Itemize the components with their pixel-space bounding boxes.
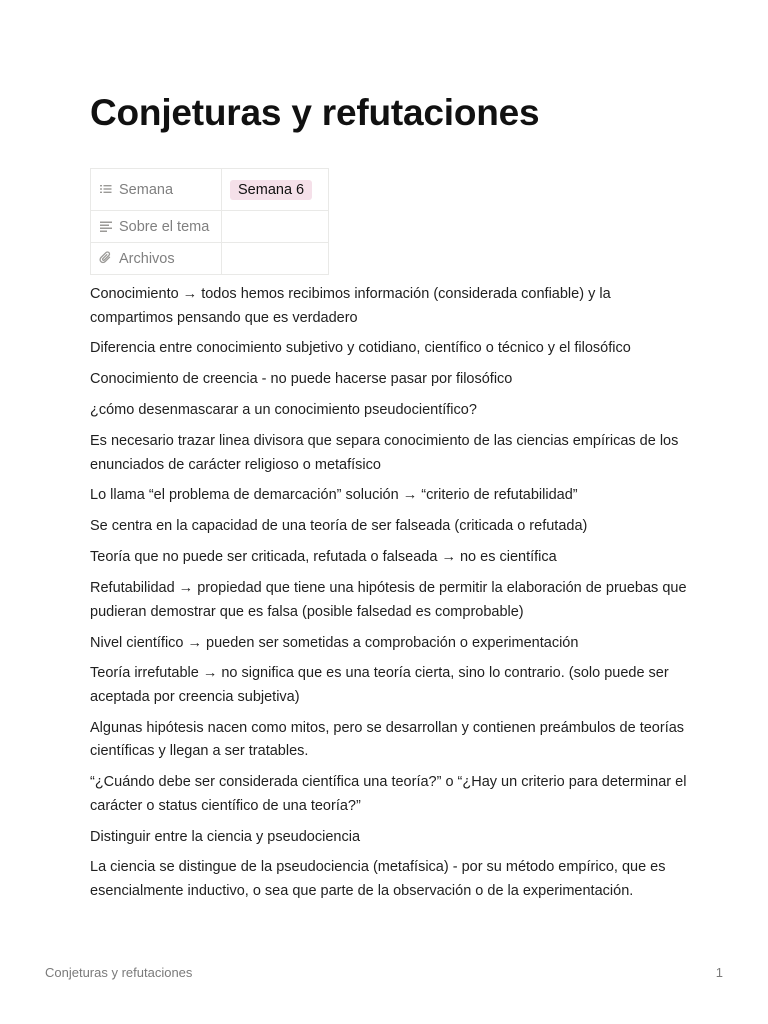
property-value[interactable] xyxy=(222,243,329,275)
paragraph: Diferencia entre conocimiento subjetivo y cotidiano, científico o técnico y el filosófico xyxy=(90,340,631,357)
paragraph: Lo llama “el problema de demarcación” solución → “criterio de refutabilidad” xyxy=(90,487,578,504)
paragraph: Algunas hipótesis nacen como mitos, pero se desarrollan y contienen preámbulos de teorías científicas y llegan a ser tratables. xyxy=(90,719,685,760)
property-key xyxy=(91,169,222,211)
paragraph: Refutabilidad → propiedad que tiene una hipótesis de permitir la elaboración de pruebas que pudieran demostrar que es falsa (posible falsedad es comprobable) xyxy=(90,580,687,620)
semana-tag[interactable]: Semana 6 xyxy=(230,180,312,200)
property-row-archivos xyxy=(91,243,329,275)
paragraph: Teoría irrefutable → no significa que es una teoría cierta, sino lo contrario. (solo puede ser aceptada por creencia subjetiva) xyxy=(90,665,669,705)
property-key xyxy=(91,243,222,275)
paragraph: ¿cómo desenmascarar a un conocimiento pseudocientífico? xyxy=(90,402,477,419)
property-value[interactable] xyxy=(222,169,329,211)
paragraph: Nivel científico → pueden ser sometidas a comprobación o experimentación xyxy=(90,634,579,651)
paragraph: Distinguir entre la ciencia y pseudociencia xyxy=(90,828,361,845)
paragraph: Conocimiento de creencia - no puede hacerse pasar por filosófico xyxy=(90,371,513,388)
paragraph: Teoría que no puede ser criticada, refutada o falseada → no es científica xyxy=(90,549,557,566)
page-title: Conjeturas y refutaciones xyxy=(90,92,540,133)
property-label: Archivos xyxy=(119,250,175,267)
property-row-semana xyxy=(91,169,329,211)
list-icon xyxy=(99,182,113,196)
property-label: Semana xyxy=(119,181,174,198)
paragraph: Se centra en la capacidad de una teoría de ser falseada (criticada o refutada) xyxy=(90,518,588,535)
property-row-sobre-el-tema xyxy=(91,211,329,243)
paragraph: Conocimiento → todos hemos recibimos información (considerada confiable) y la compartimos pensando que es verdadero xyxy=(90,286,611,326)
property-key xyxy=(91,211,222,243)
page-content xyxy=(90,283,690,911)
paragraph: La ciencia se distingue de la pseudociencia (metafísica) - por su método empírico, que es esencialmente inductivo, o sea que parte de la observación o de la experimentación. xyxy=(90,859,666,899)
property-value[interactable] xyxy=(222,211,329,243)
page-number: 1 xyxy=(715,965,723,980)
properties-table xyxy=(90,168,329,275)
paragraph: “¿Cuándo debe ser considerada científica una teoría?” o “¿Hay un criterio para determinar el carácter o status científico de una teoría?” xyxy=(90,774,687,814)
paragraph: Es necesario trazar linea divisora que separa conocimiento de las ciencias empíricas de los enunciados de carácter religioso o metafísico xyxy=(90,433,679,473)
paperclip-icon xyxy=(99,251,113,265)
text-lines-icon xyxy=(99,219,113,233)
footer-title: Conjeturas y refutaciones xyxy=(45,965,193,980)
property-label: Sobre el tema xyxy=(119,218,210,235)
